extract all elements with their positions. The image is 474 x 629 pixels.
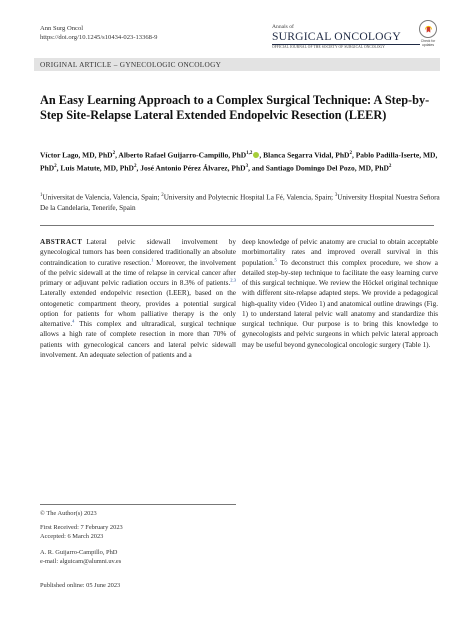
abstract-column-left (40, 237, 236, 360)
citation-ref[interactable]: 5 (274, 257, 277, 263)
doi-link[interactable]: https://doi.org/10.1245/s10434-023-13368-9 (40, 34, 158, 41)
abstract-text: Lateral pelvic sidewall involvement by gynecological tumors has been considered traditionally an absolute contraindication to curative resection. (40, 238, 236, 267)
citation-ref[interactable]: 2,3 (230, 277, 236, 283)
affiliation-sup: 1 (40, 193, 43, 198)
citation-ref[interactable]: 4 (72, 318, 75, 324)
affiliation-sup: 3 (334, 193, 338, 198)
author-name: Santiago Domingo Del Pozo, MD, PhD (265, 163, 389, 172)
citation-header (40, 24, 157, 42)
affiliations (40, 191, 440, 213)
author-affiliation-sup: 2 (112, 151, 116, 156)
author-affiliation-sup: 2 (133, 163, 137, 169)
affiliation-text: University and Polytecnic Hospital La Fé, Valencia, Spain; (163, 193, 335, 202)
author-name: Víctor Lago, MD, PhD (40, 150, 113, 160)
received-date: First Received: 7 February 2023 (40, 524, 123, 531)
author-name: Luis Matute, MD, PhD (60, 163, 134, 172)
bookmark-icon (419, 20, 437, 38)
author-separator: , (351, 150, 356, 160)
badge-label: Check for updates (420, 39, 436, 47)
accepted-date: Accepted: 6 March 2023 (40, 533, 104, 540)
author-affiliation-sup: 3 (245, 163, 249, 169)
affiliation-sup: 2 (161, 193, 164, 198)
abstract-text-left (40, 238, 236, 359)
author-affiliation-sup: 2 (54, 163, 57, 169)
author-name: Alberto Rafael Guijarro-Campillo, PhD (118, 150, 247, 160)
section-label-bar (34, 58, 440, 71)
abstract-text: Laterally extended endopelvic resection (LEER), based on the ontogenetic compartment theory, provides a potential surgical option for patients for whom palliative therapy is the only alternative. (40, 289, 236, 328)
abstract-text: Moreover, the involvement of the pelvic sidewall at the time of relapse in cervical cancer after primary or adjuvant pelvic radiation occurs in 8.3% of patients. (40, 258, 236, 287)
citation-ref[interactable]: 1 (151, 257, 154, 263)
author-separator: , (56, 163, 61, 172)
author-name: José Antonio Pérez Álvarez, PhD (140, 163, 246, 172)
journal-annals: Annals of (272, 24, 294, 30)
abstract-text: This complex and ultraradical, surgical technique allows a high rate of complete resection in more than 70% of patients with gynecological cancers and lateral pelvic sidewall involvement. An adequate selection of patients and a (40, 320, 236, 359)
author-separator: , (259, 150, 264, 160)
author-separator: , (115, 150, 119, 160)
footnote-divider (40, 504, 236, 505)
author-list (40, 148, 440, 173)
abstract-text: deep knowledge of pelvic anatomy are crucial to obtain acceptable morbimortality rates and improved overall survival in this population. (242, 238, 438, 267)
affiliation-text: University Hospital Nuestra Señora De la Candelaria, Tenerife, Spain (40, 193, 440, 212)
author-affiliation-sup: 1,2 (246, 151, 253, 156)
abstract-label: ABSTRACT (40, 238, 83, 246)
author-name: Blanca Segarra Vidal, PhD (263, 150, 350, 160)
journal-reference: Ann Surg Oncol (40, 25, 84, 32)
author-separator: , and (248, 163, 266, 172)
abstract-column-right (242, 237, 438, 350)
journal-name: SURGICAL ONCOLOGY (272, 31, 420, 45)
affiliation-text: Universitat de Valencia, Valencia, Spain; (42, 193, 162, 202)
author-affiliation-sup: 2 (388, 163, 392, 169)
divider (40, 225, 434, 226)
author-affiliation-sup: 2 (349, 151, 352, 156)
journal-subtitle: OFFICIAL JOURNAL OF THE SOCIETY OF SURGICAL ONCOLOGY (272, 45, 385, 49)
copyright: © The Author(s) 2023 (40, 510, 97, 517)
section-label: ORIGINAL ARTICLE – GYNECOLOGIC ONCOLOGY (40, 60, 222, 69)
abstract-text: To deconstruct this complex procedure, we show a detailed step-by-step technique to facilitate the easy learning curve of this surgical technique. We review the Höckel original technique with different site-relapse adapted steps. We provide a pedagogical high-quality video (Video 1) and anatomical outline drawings (Fig. 1) to understand lateral pelvic wall anatomy and standardize this surgical technique. Our purpose is to bring this knowledge to gynecologists and pelvic surgeons in which pelvic lateral approach may be useful beyond gynecological oncologic surgery (Table 1). (242, 258, 438, 349)
check-for-updates-badge[interactable] (417, 20, 439, 46)
contact-email[interactable]: e-mail: alguicam@alumni.uv.es (40, 558, 122, 565)
contact-name: A. R. Guijarro-Campillo, PhD (40, 549, 118, 556)
journal-logo (272, 24, 420, 50)
article-title: An Easy Learning Approach to a Complex Surgical Technique: A Step-by-Step Site-Relapse Lateral Extended Endopelvic Resection (LEER) (40, 93, 430, 122)
published-date: Published online: 05 June 2023 (40, 582, 121, 589)
author-separator: , (136, 163, 141, 172)
author-name: Pablo Padilla-Iserte, MD, PhD (40, 150, 438, 172)
